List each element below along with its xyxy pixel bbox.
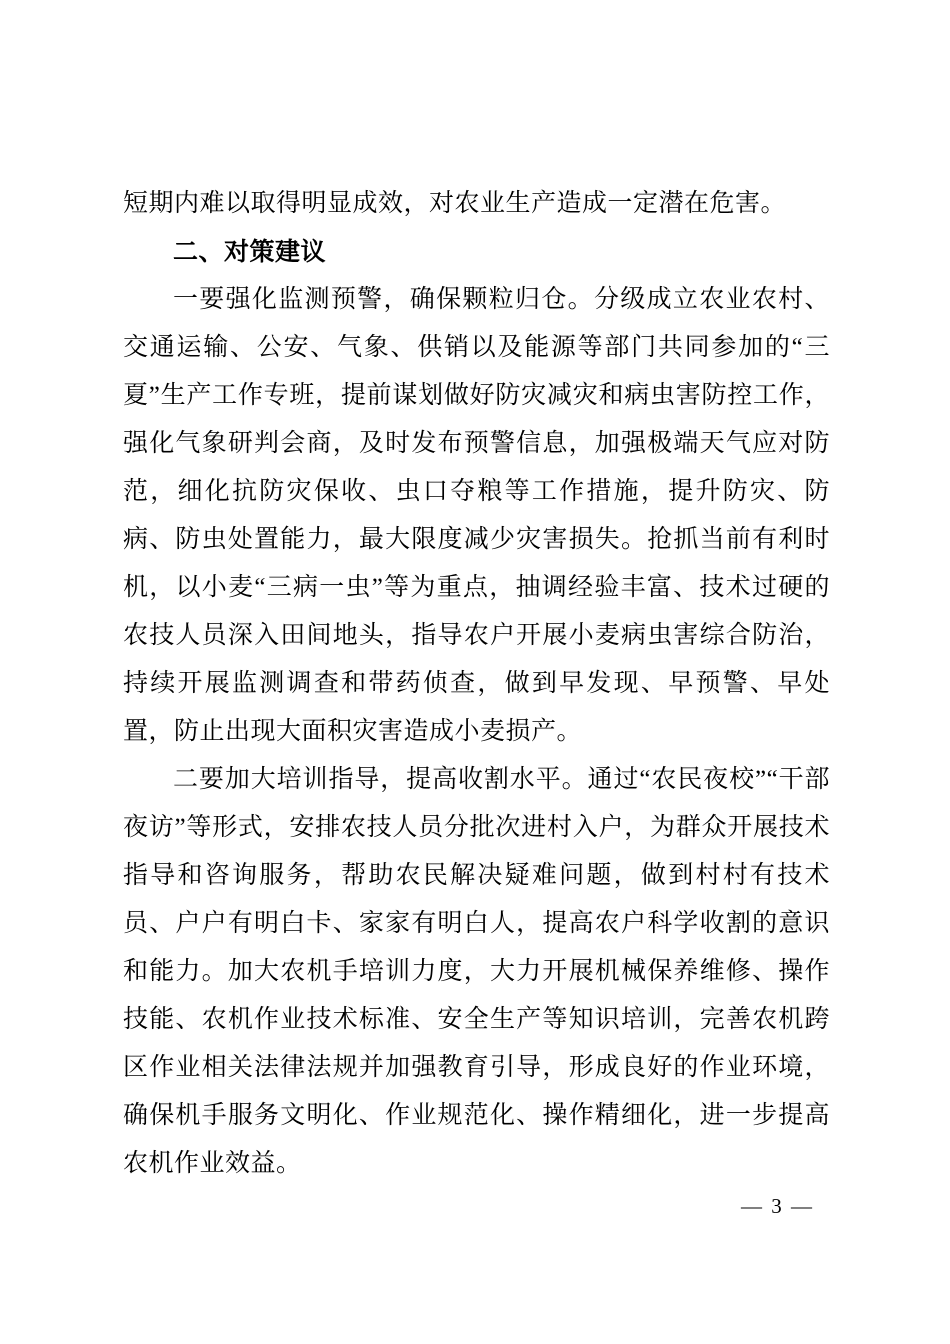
paragraph-countermeasure-1: 一要强化监测预警，确保颗粒归仓。分级成立农业农村、交通运输、公安、气象、供销以及能源等部门共同参加的“三夏”生产工作专班，提前谋划做好防灾减灾和病虫害防控工作，强化气象研判会商，及时发布预警信息，加强极端天气应对防范，细化抗防灾保收、虫口夺粮等工作措施，提升防灾、防病、防虫处置能力，最大限度减少灾害损失。抢抓当前有利时机，以小麦“三病一虫”等为重点，抽调经验丰富、技术过硬的农技人员深入田间地头，指导农户开展小麦病虫害综合防治，持续开展监测调查和带药侦查，做到早发现、早预警、早处置，防止出现大面积灾害造成小麦损产。 xyxy=(123,286,830,745)
section-heading: 二、对策建议 xyxy=(173,238,327,266)
paragraph-continuation: 短期内难以取得明显成效，对农业生产造成一定潜在危害。 xyxy=(123,190,787,217)
document-body xyxy=(123,180,830,1188)
page-number: — 3 — xyxy=(741,1194,814,1218)
paragraph-countermeasure-2: 二要加大培训指导，提高收割水平。通过“农民夜校”“干部夜访”等形式，安排农技人员分批次进村入户，为群众开展技术指导和咨询服务，帮助农民解决疑难问题，做到村村有技术员、户户有明白卡、家家有明白人，提高农户科学收割的意识和能力。加大农机手培训力度，大力开展机械保养维修、操作技能、农机作业技术标准、安全生产等知识培训，完善农机跨区作业相关法律法规并加强教育引导，形成良好的作业环境，确保机手服务文明化、作业规范化、操作精细化，进一步提高农机作业效益。 xyxy=(123,766,830,1177)
